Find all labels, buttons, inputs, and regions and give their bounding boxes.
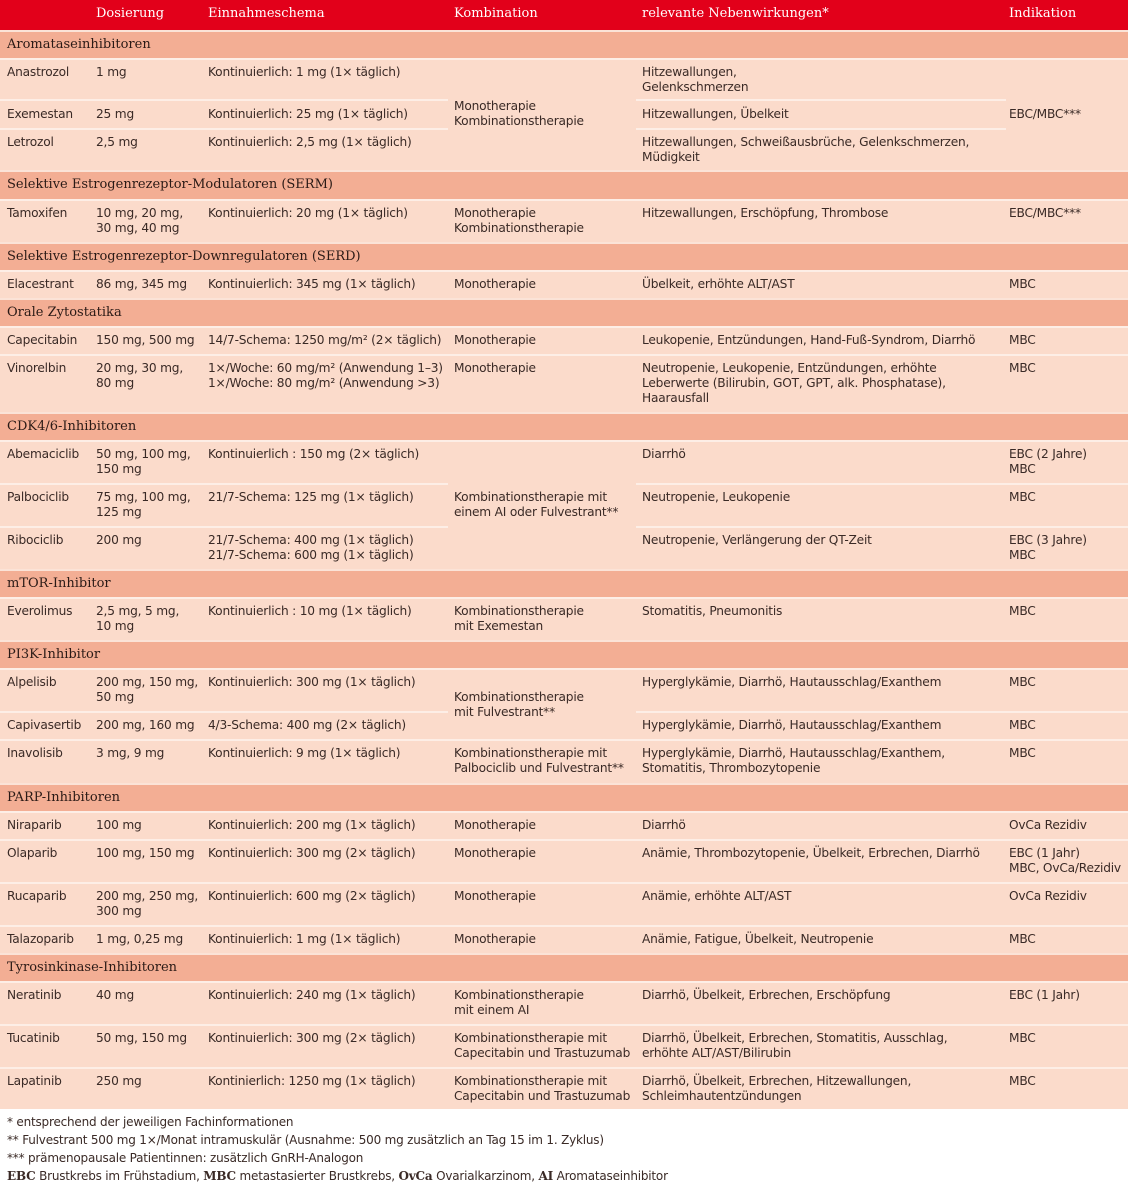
schedule: 4/3-Schema: 400 mg (2× täglich) (208, 718, 406, 732)
col-header-indication: Indikation (1009, 6, 1077, 21)
indication: EBC (3 Jahre) MBC (1009, 533, 1087, 562)
abbr-desc: Brustkrebs im Frühstadium, (35, 1169, 204, 1183)
col-header-side-effects: relevante Nebenwirkungen* (642, 6, 829, 21)
section-title: Orale Zytostatika (7, 305, 122, 320)
side-effects: Hyperglykämie, Diarrhö, Hautausschlag/Exanthem (642, 675, 942, 689)
dose: 75 mg, 100 mg, 125 mg (96, 490, 191, 519)
abbr-desc: metastasierter Brustkrebs, (235, 1169, 399, 1183)
indication: MBC (1009, 932, 1036, 946)
col-header-schedule: Einnahmeschema (208, 6, 325, 21)
section-header-oral (0, 298, 1128, 326)
abbr-term: OvCa (398, 1169, 433, 1183)
side-effects: Diarrhö, Übelkeit, Erbrechen, Erschöpfung (642, 988, 891, 1002)
table-row (0, 597, 1128, 640)
section-title: CDK4/6-Inhibitoren (7, 419, 137, 434)
combination: Monotherapie (454, 932, 536, 946)
section-title: Selektive Estrogenrezeptor-Downregulatoren (SERD) (7, 249, 361, 264)
schedule: Kontinuierlich: 600 mg (2× täglich) (208, 889, 416, 903)
dose: 40 mg (96, 988, 134, 1002)
schedule: Kontinuierlich: 1 mg (1× täglich) (208, 65, 401, 79)
schedule: 21/7-Schema: 400 mg (1× täglich) 21/7-Schema: 600 mg (1× täglich) (208, 533, 414, 562)
indication: MBC (1009, 718, 1036, 732)
side-effects: Hyperglykämie, Diarrhö, Hautausschlag/Exanthem, Stomatitis, Thrombozytopenie (642, 746, 945, 775)
combination: Monotherapie (454, 361, 536, 375)
indication: MBC (1009, 333, 1036, 347)
side-effects: Anämie, erhöhte ALT/AST (642, 889, 792, 903)
table-row (0, 925, 1128, 953)
indication: MBC (1009, 361, 1036, 375)
dose: 3 mg, 9 mg (96, 746, 165, 760)
schedule: 21/7-Schema: 125 mg (1× täglich) (208, 490, 414, 504)
schedule: Kontinuierlich: 20 mg (1× täglich) (208, 206, 408, 220)
side-effects: Anämie, Fatigue, Übelkeit, Neutropenie (642, 932, 874, 946)
dose: 200 mg (96, 533, 142, 547)
schedule: Kontinuierlich: 2,5 mg (1× täglich) (208, 135, 412, 149)
schedule: Kontinuierlich: 240 mg (1× täglich) (208, 988, 416, 1002)
combination: Monotherapie (454, 846, 536, 860)
drug-name: Vinorelbin (7, 361, 67, 375)
combination: Monotherapie (454, 277, 536, 291)
indication-shared: EBC/MBC*** (1009, 107, 1081, 121)
divider (0, 483, 448, 485)
dose: 1 mg (96, 65, 127, 79)
side-effects: Übelkeit, erhöhte ALT/AST (642, 277, 795, 291)
side-effects: Neutropenie, Verlängerung der QT-Zeit (642, 533, 872, 547)
dose: 86 mg, 345 mg (96, 277, 187, 291)
section-header-mtor (0, 569, 1128, 597)
combination: Monotherapie (454, 889, 536, 903)
dose: 25 mg (96, 107, 134, 121)
side-effects: Anämie, Thrombozytopenie, Übelkeit, Erbrechen, Diarrhö (642, 846, 980, 860)
combination: Monotherapie Kombinationstherapie (454, 206, 584, 235)
section-header-aromatase (0, 30, 1128, 58)
abbr-term: EBC (7, 1169, 36, 1183)
dose: 250 mg (96, 1074, 142, 1088)
abbr-term: MBC (203, 1169, 236, 1183)
table-header (0, 0, 1128, 30)
combination: Kombinationstherapie mit Capecitabin und Trastuzumab (454, 1074, 631, 1103)
table-row (0, 354, 1128, 412)
indication: EBC (1 Jahr) MBC, OvCa/Rezidiv (1009, 846, 1121, 875)
indication: EBC (1 Jahr) (1009, 988, 1080, 1002)
dose: 2,5 mg, 5 mg, 10 mg (96, 604, 180, 633)
drug-name: Lapatinib (7, 1074, 62, 1088)
combination: Kombinationstherapie mit Capecitabin und Trastuzumab (454, 1031, 631, 1060)
combination-shared: Kombinationstherapie mit Fulvestrant** (454, 690, 584, 719)
side-effects: Diarrhö, Übelkeit, Erbrechen, Hitzewallungen, Schleimhautentzündungen (642, 1074, 912, 1103)
divider (0, 99, 448, 101)
footnote-abbreviations (7, 1169, 668, 1183)
table-row (0, 199, 1128, 242)
indication: MBC (1009, 277, 1036, 291)
schedule: Kontinuierlich: 1 mg (1× täglich) (208, 932, 401, 946)
table-row (0, 839, 1128, 882)
combination-shared: Kombinationstherapie mit einem AI oder Fulvestrant** (454, 490, 619, 519)
indication: MBC (1009, 1074, 1036, 1088)
divider (0, 128, 448, 130)
side-effects: Hitzewallungen, Gelenkschmerzen (642, 65, 749, 94)
drug-name: Palbociclib (7, 490, 69, 504)
divider (636, 128, 1006, 130)
drug-name: Olaparib (7, 846, 58, 860)
indication: MBC (1009, 604, 1036, 618)
divider (636, 483, 1128, 485)
dose: 50 mg, 100 mg, 150 mg (96, 447, 191, 476)
dose: 150 mg, 500 mg (96, 333, 195, 347)
drug-name: Abemaciclib (7, 447, 80, 461)
drug-name: Capecitabin (7, 333, 78, 347)
abbr-desc: Aromataseinhibitor (553, 1169, 668, 1183)
combination: Monotherapie (454, 333, 536, 347)
side-effects: Hitzewallungen, Erschöpfung, Thrombose (642, 206, 889, 220)
section-title: Tyrosinkinase-Inhibitoren (7, 960, 178, 975)
schedule: Kontinuierlich: 25 mg (1× täglich) (208, 107, 408, 121)
section-header-cdk (0, 412, 1128, 440)
section-header-parp (0, 783, 1128, 811)
indication: MBC (1009, 746, 1036, 760)
dose: 50 mg, 150 mg (96, 1031, 187, 1045)
indication: MBC (1009, 675, 1036, 689)
table-row (0, 1024, 1128, 1067)
schedule: Kontinuierlich: 300 mg (2× täglich) (208, 846, 416, 860)
table-row (0, 811, 1128, 839)
divider (636, 99, 1006, 101)
table-row (0, 1067, 1128, 1109)
indication: MBC (1009, 1031, 1036, 1045)
dose: 10 mg, 20 mg, 30 mg, 40 mg (96, 206, 184, 235)
combination-shared: Monotherapie Kombinationstherapie (454, 99, 584, 128)
schedule: Kontinuierlich: 345 mg (1× täglich) (208, 277, 416, 291)
section-header-pi3k (0, 640, 1128, 668)
table-row (0, 739, 1128, 783)
section-title: Selektive Estrogenrezeptor-Modulatoren (SERM) (7, 177, 333, 192)
combination: Monotherapie (454, 818, 536, 832)
schedule: Kontinierlich: 1250 mg (1× täglich) (208, 1074, 416, 1088)
divider (0, 711, 448, 713)
schedule: Kontinuierlich: 300 mg (2× täglich) (208, 1031, 416, 1045)
dose: 200 mg, 160 mg (96, 718, 195, 732)
table-row (0, 882, 1128, 925)
footnote-1: * entsprechend der jeweiligen Fachinformationen (7, 1115, 294, 1129)
dose: 200 mg, 150 mg, 50 mg (96, 675, 199, 704)
schedule: Kontinuierlich : 150 mg (2× täglich) (208, 447, 420, 461)
section-header-serm (0, 170, 1128, 199)
divider (0, 526, 448, 528)
dose: 1 mg, 0,25 mg (96, 932, 184, 946)
combination: Kombinationstherapie mit einem AI (454, 988, 584, 1017)
dose: 2,5 mg (96, 135, 138, 149)
drug-name: Rucaparib (7, 889, 67, 903)
schedule: Kontinuierlich: 9 mg (1× täglich) (208, 746, 401, 760)
combination: Kombinationstherapie mit Exemestan (454, 604, 584, 633)
schedule: Kontinuierlich : 10 mg (1× täglich) (208, 604, 412, 618)
section-header-serd (0, 242, 1128, 270)
drug-name: Capivasertib (7, 718, 82, 732)
drug-name: Neratinib (7, 988, 62, 1002)
side-effects: Diarrhö (642, 447, 686, 461)
section-title: Aromataseinhibitoren (7, 37, 151, 52)
divider (636, 711, 1128, 713)
abbr-desc: Ovarialkarzinom, (432, 1169, 539, 1183)
indication: OvCa Rezidiv (1009, 889, 1087, 903)
schedule: Kontinuierlich: 200 mg (1× täglich) (208, 818, 416, 832)
drug-name: Tucatinib (7, 1031, 60, 1045)
side-effects: Diarrhö (642, 818, 686, 832)
side-effects: Hyperglykämie, Diarrhö, Hautausschlag/Exanthem (642, 718, 942, 732)
footnote-2: ** Fulvestrant 500 mg 1×/Monat intramuskulär (Ausnahme: 500 mg zusätzlich an Tag 15 im 1. Zyklus) (7, 1133, 604, 1147)
drug-name: Elacestrant (7, 277, 74, 291)
drug-name: Everolimus (7, 604, 73, 618)
side-effects: Neutropenie, Leukopenie (642, 490, 791, 504)
drug-name: Alpelisib (7, 675, 57, 689)
indication: MBC (1009, 490, 1036, 504)
section-title: PARP-Inhibitoren (7, 790, 121, 805)
dose: 100 mg, 150 mg (96, 846, 195, 860)
drug-name: Ribociclib (7, 533, 64, 547)
col-header-combination: Kombination (454, 6, 538, 21)
side-effects: Diarrhö, Übelkeit, Erbrechen, Stomatitis, Ausschlag, erhöhte ALT/AST/Bilirubin (642, 1031, 948, 1060)
side-effects: Hitzewallungen, Übelkeit (642, 107, 789, 121)
indication: EBC/MBC*** (1009, 206, 1081, 220)
side-effects: Stomatitis, Pneumonitis (642, 604, 783, 618)
drug-name: Exemestan (7, 107, 73, 121)
dose: 200 mg, 250 mg, 300 mg (96, 889, 199, 918)
drug-name: Inavolisib (7, 746, 63, 760)
section-title: mTOR-Inhibitor (7, 576, 111, 591)
footnote-3: *** prämenopausale Patientinnen: zusätzlich GnRH-Analogon (7, 1151, 364, 1165)
drug-name: Tamoxifen (7, 206, 68, 220)
side-effects: Hitzewallungen, Schweißausbrüche, Gelenkschmerzen, Müdigkeit (642, 135, 970, 164)
schedule: Kontinuierlich: 300 mg (1× täglich) (208, 675, 416, 689)
indication: EBC (2 Jahre) MBC (1009, 447, 1087, 476)
drug-name: Niraparib (7, 818, 62, 832)
table-row (0, 981, 1128, 1024)
dose: 20 mg, 30 mg, 80 mg (96, 361, 184, 390)
side-effects: Neutropenie, Leukopenie, Entzündungen, erhöhte Leberwerte (Bilirubin, GOT, GPT, alk. Phosphatase), Haarausfall (642, 361, 946, 405)
col-header-dose: Dosierung (96, 6, 165, 21)
schedule: 1×/Woche: 60 mg/m² (Anwendung 1–3) 1×/Woche: 80 mg/m² (Anwendung >3) (208, 361, 443, 390)
drug-name: Anastrozol (7, 65, 70, 79)
combination: Kombinationstherapie mit Palbociclib und Fulvestrant** (454, 746, 624, 775)
dose: 100 mg (96, 818, 142, 832)
schedule: 14/7-Schema: 1250 mg/m² (2× täglich) (208, 333, 442, 347)
table-row (0, 326, 1128, 354)
drug-name: Talazoparib (7, 932, 74, 946)
indication: OvCa Rezidiv (1009, 818, 1087, 832)
abbr-term: AI (538, 1169, 554, 1183)
drug-name: Letrozol (7, 135, 54, 149)
section-title: PI3K-Inhibitor (7, 647, 101, 662)
section-header-tki (0, 953, 1128, 981)
table-row (0, 270, 1128, 298)
side-effects: Leukopenie, Entzündungen, Hand-Fuß-Syndrom, Diarrhö (642, 333, 976, 347)
divider (636, 526, 1128, 528)
